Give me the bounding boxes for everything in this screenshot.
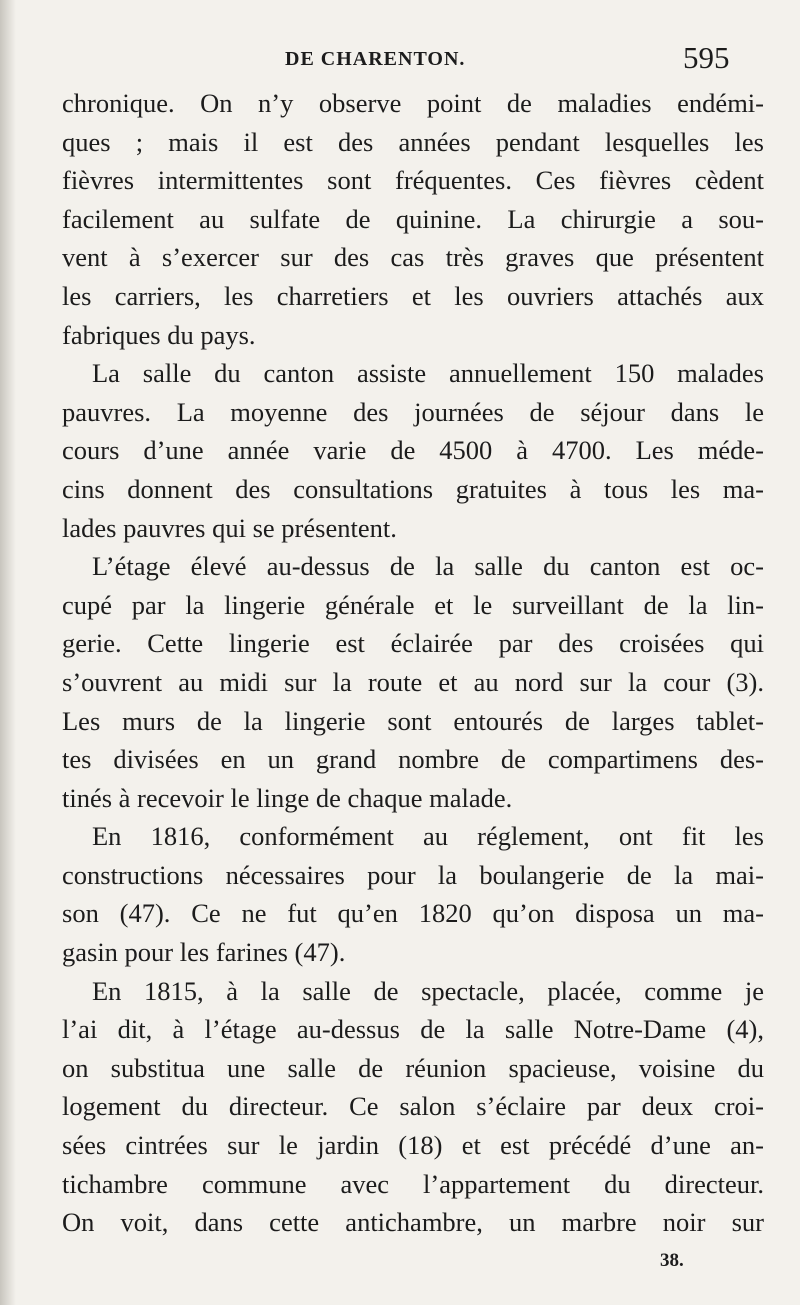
text-line: pauvres. La moyenne des journées de séjour dans le bbox=[62, 396, 764, 427]
page-gutter-shadow bbox=[0, 0, 16, 1305]
text-line: L’étage élevé au-dessus de la salle du canton est oc- bbox=[92, 551, 764, 582]
text-line: tes divisées en un grand nombre de compartimens des- bbox=[62, 744, 764, 775]
text-line: l’ai dit, à l’étage au-dessus de la salle Notre-Dame (4), bbox=[62, 1014, 764, 1045]
text-line: on substitua une salle de réunion spacieuse, voisine du bbox=[62, 1052, 764, 1083]
text-line: cupé par la lingerie générale et le surveillant de la lin- bbox=[62, 589, 764, 620]
running-title: DE CHARENTON. bbox=[285, 48, 466, 70]
text-line: vent à s’exercer sur des cas très graves que présentent bbox=[62, 242, 764, 273]
text-line: lades pauvres qui se présentent. bbox=[62, 512, 397, 543]
text-line: son (47). Ce ne fut qu’en 1820 qu’on disposa un ma- bbox=[62, 898, 764, 929]
text-line: tinés à recevoir le linge de chaque malade. bbox=[62, 782, 513, 813]
signature-mark: 38. bbox=[660, 1250, 684, 1271]
text-line: s’ouvrent au midi sur la route et au nord sur la cour (3). bbox=[62, 666, 764, 697]
paragraph bbox=[62, 354, 764, 547]
paragraph bbox=[62, 84, 764, 354]
text-line: facilement au sulfate de quinine. La chirurgie a sou- bbox=[62, 203, 764, 234]
text-line: fabriques du pays. bbox=[62, 319, 256, 350]
text-line: gasin pour les farines (47). bbox=[62, 937, 346, 968]
text-line: En 1816, conformément au réglement, ont fit les bbox=[92, 821, 764, 852]
text-line: constructions nécessaires pour la boulangerie de la mai- bbox=[62, 859, 764, 890]
paragraph bbox=[62, 817, 764, 971]
text-line: sées cintrées sur le jardin (18) et est précédé d’une an- bbox=[62, 1130, 764, 1161]
text-line: les carriers, les charretiers et les ouvriers attachés aux bbox=[62, 280, 764, 311]
text-line: tichambre commune avec l’appartement du directeur. bbox=[62, 1168, 764, 1199]
text-line: cours d’une année varie de 4500 à 4700. Les méde- bbox=[62, 435, 764, 466]
text-line: On voit, dans cette antichambre, un marbre noir sur bbox=[62, 1207, 764, 1238]
text-line: logement du directeur. Ce salon s’éclaire par deux croi- bbox=[62, 1091, 764, 1122]
text-line: fièvres intermittentes sont fréquentes. Ces fièvres cèdent bbox=[62, 165, 764, 196]
text-line: ques ; mais il est des années pendant lesquelles les bbox=[62, 126, 764, 157]
text-line: En 1815, à la salle de spectacle, placée, comme je bbox=[92, 975, 764, 1006]
text-line: cins donnent des consultations gratuites à tous les ma- bbox=[62, 473, 764, 504]
text-line: gerie. Cette lingerie est éclairée par des croisées qui bbox=[62, 628, 764, 659]
text-line: Les murs de la lingerie sont entourés de larges tablet- bbox=[62, 705, 764, 736]
running-head bbox=[0, 40, 800, 84]
text-line: La salle du canton assiste annuellement 150 malades bbox=[92, 358, 764, 389]
text-line: chronique. On n’y observe point de maladies endémi- bbox=[62, 88, 764, 118]
body-text bbox=[62, 84, 764, 1242]
paragraph bbox=[62, 972, 764, 1242]
page-number: 595 bbox=[683, 40, 730, 75]
paragraph bbox=[62, 547, 764, 817]
